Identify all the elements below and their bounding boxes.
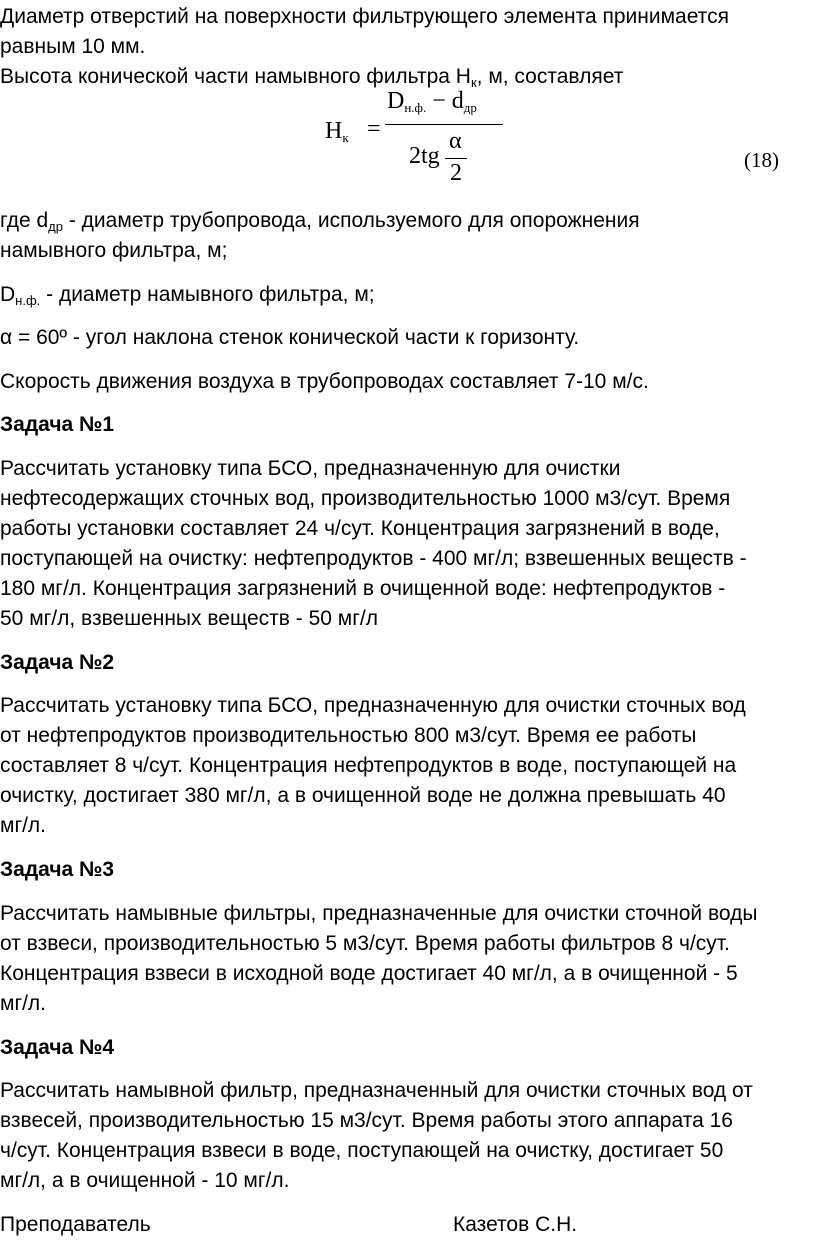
where-line-2: намывного фильтра, м; — [0, 239, 228, 262]
formula-fraction-bar — [385, 124, 503, 125]
formula-num-d-main: D — [387, 88, 405, 114]
task-4-title: Задача №4 — [0, 1036, 115, 1059]
where-line-3-sub: н.ф. — [15, 293, 41, 308]
task-3-line: мг/л. — [0, 992, 47, 1015]
intro-line-3-tail: , м, составляет — [476, 65, 624, 88]
formula-alpha: α — [449, 128, 462, 154]
footer-role: Преподаватель — [0, 1213, 151, 1236]
where-line-5: Скорость движения воздуха в трубопроводах составляет 7-10 м/с. — [0, 370, 649, 393]
formula-lhs-main: H — [325, 118, 343, 144]
formula-alpha-denominator: 2 — [450, 160, 462, 186]
task-1-line: 50 мг/л, взвешенных веществ - 50 мг/л — [0, 607, 378, 630]
task-1-line: 180 мг/л. Концентрация загрязнений в очищенной воде: нефтепродуктов - — [0, 577, 726, 600]
formula-18 — [325, 88, 525, 198]
task-1-title: Задача №1 — [0, 413, 115, 436]
task-2-title: Задача №2 — [0, 651, 115, 674]
formula-alpha-bar — [445, 158, 467, 159]
where-line-3 — [0, 280, 375, 316]
where-line-4: α = 60º - угол наклона стенок конической части к горизонту. — [0, 326, 580, 349]
where-line-1-pre: где d — [0, 209, 49, 232]
where-line-3-post: - диаметр намывного фильтра, м; — [40, 283, 375, 306]
task-1-line: нефтесодержащих сточных вод, производительностью 1000 м3/сут. Время — [0, 487, 731, 510]
task-3-title: Задача №3 — [0, 858, 115, 881]
task-1-line: Рассчитать установку типа БСО, предназначенную для очистки — [0, 457, 621, 480]
task-3-line: Концентрация взвеси в исходной воде достигает 40 мг/л, а в очищенной - 5 — [0, 962, 738, 985]
task-4-line: взвесей, производительностью 15 м3/сут. Время работы этого аппарата 16 — [0, 1109, 733, 1132]
intro-line-1: Диаметр отверстий на поверхности фильтрующего элемента принимается — [0, 5, 729, 28]
formula-num-d-sub: н.ф. — [404, 100, 427, 115]
formula-denominator-2tg: 2tg — [409, 143, 440, 169]
where-line-1-sub: др — [48, 219, 63, 234]
equation-number: (18) — [744, 148, 779, 172]
formula-lhs-sub: к — [342, 130, 349, 145]
task-1-line: поступающей на очистку: нефтепродуктов - 400 мг/л; взвешенных веществ - — [0, 547, 747, 570]
intro-line-3-sub: к — [470, 75, 477, 90]
formula-numerator — [387, 88, 477, 116]
task-2-line: от нефтепродуктов производительностью 800 м3/сут. Время ее работы — [0, 724, 697, 747]
where-line-1-post: - диаметр трубопровода, используемого для опорожнения — [63, 209, 640, 232]
task-2-line: составляет 8 ч/сут. Концентрация нефтепродуктов в воде, поступающей на — [0, 754, 737, 777]
intro-line-3 — [0, 62, 623, 98]
formula-num-dr-sub: др — [463, 100, 477, 115]
task-4-line: мг/л, а в очищенной - 10 мг/л. — [0, 1169, 290, 1192]
task-1-line: работы установки составляет 24 ч/сут. Концентрация загрязнений в воде, — [0, 517, 720, 540]
intro-line-2: равным 10 мм. — [0, 35, 146, 58]
formula-num-minus: − d — [426, 88, 464, 114]
formula-lhs — [325, 118, 349, 146]
footer-name: Казетов С.Н. — [453, 1213, 578, 1236]
task-3-line: от взвеси, производительностью 5 м3/сут. Время работы фильтров 8 ч/сут. — [0, 932, 730, 955]
task-2-line: мг/л. — [0, 814, 47, 837]
task-4-line: ч/сут. Концентрация взвеси в воде, поступающей на очистку, достигает 50 — [0, 1139, 724, 1162]
formula-equals: = — [367, 116, 381, 142]
task-2-line: очистку, достигает 380 мг/л, а в очищенной воде не должна превышать 40 — [0, 784, 726, 807]
intro-line-3-text: Высота конической части намывного фильтра H — [0, 65, 471, 88]
task-2-line: Рассчитать установку типа БСО, предназначенную для очистки сточных вод — [0, 694, 746, 717]
where-line-3-pre: D — [0, 283, 16, 306]
task-3-line: Рассчитать намывные фильтры, предназначенные для очистки сточной воды — [0, 902, 758, 925]
task-4-line: Рассчитать намывной фильтр, предназначенный для очистки сточных вод от — [0, 1079, 753, 1102]
